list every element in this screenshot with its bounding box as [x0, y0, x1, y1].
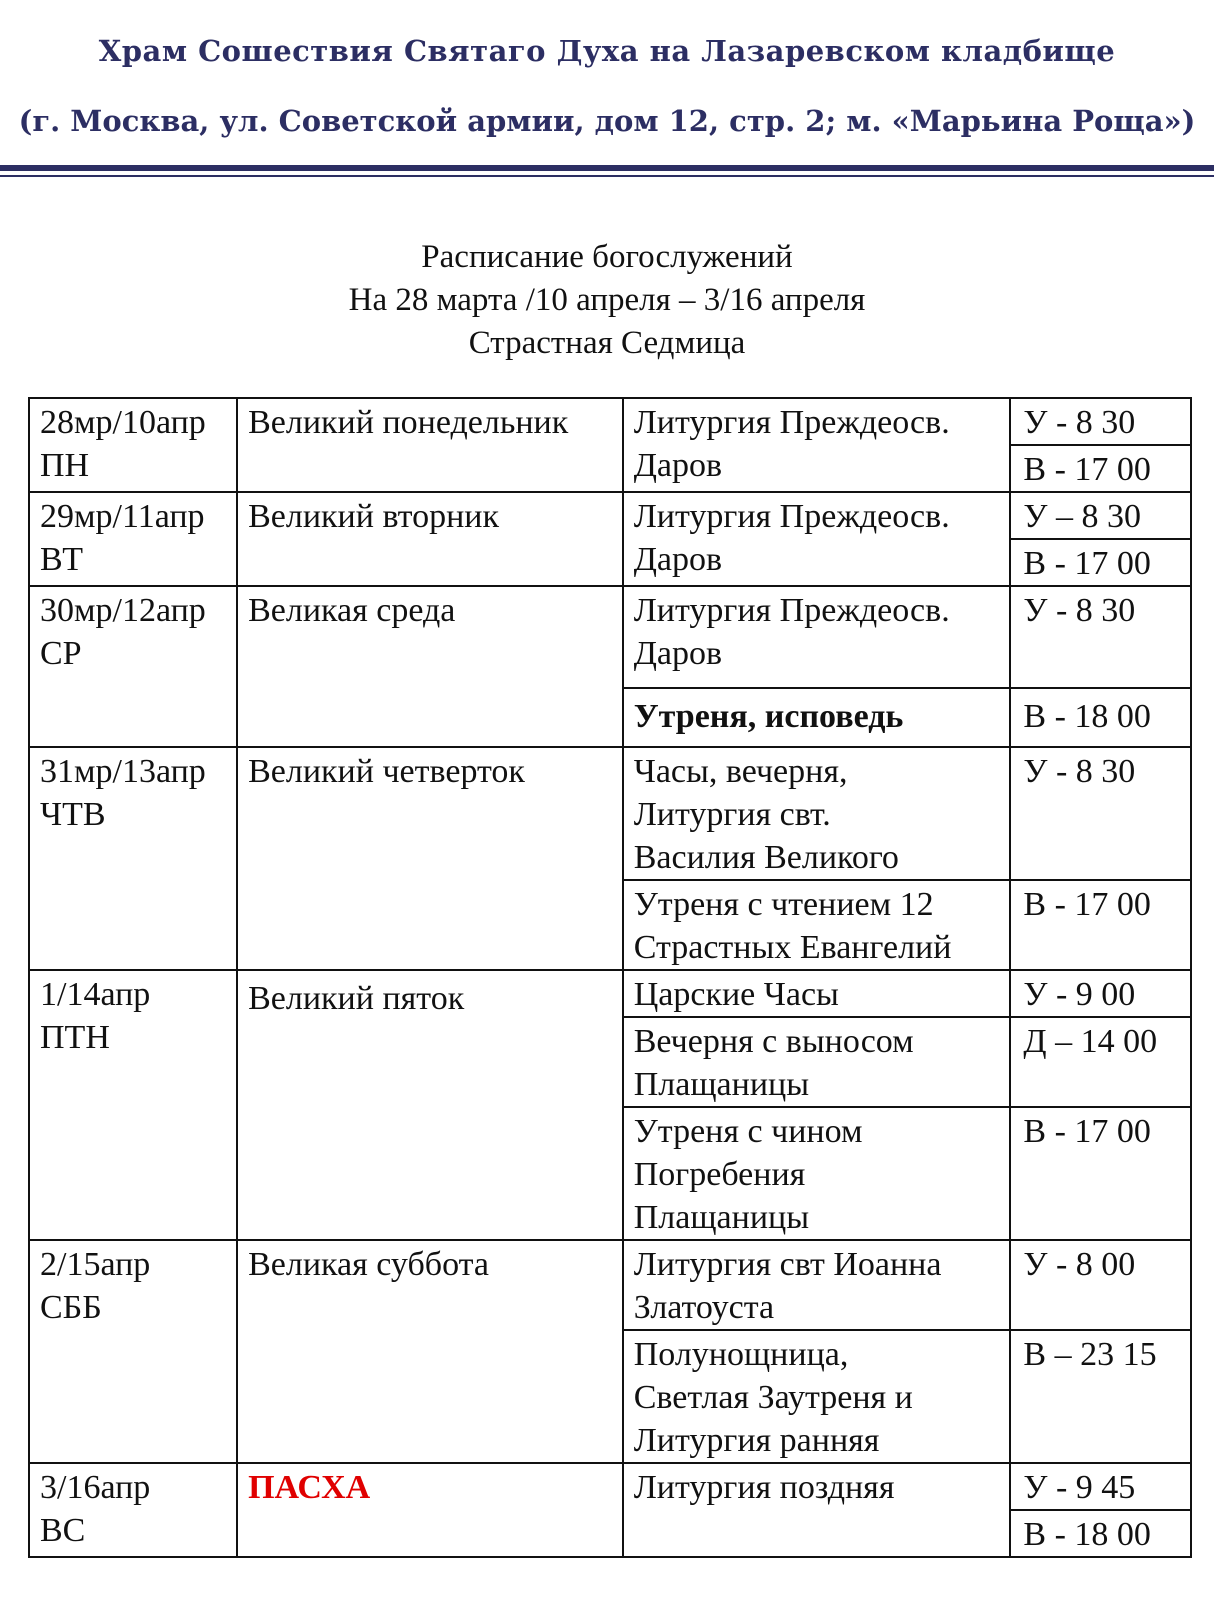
service-name-line: Даров — [633, 635, 723, 672]
service-time: У - 9 45 — [1010, 1463, 1191, 1510]
service-name-line: Вечерня с выносом — [633, 1023, 914, 1060]
header-rule-thick — [0, 165, 1214, 171]
service-name-cell — [623, 970, 1011, 1017]
service-name-line: Литургия ранняя — [633, 1422, 880, 1459]
day-date: 30мр/12апр — [40, 592, 206, 629]
schedule-title: Расписание богослужений — [421, 239, 793, 275]
day-date: 28мр/10апр — [40, 404, 206, 441]
service-name-line: Утреня с чтением 12 — [633, 886, 934, 923]
church-name: Храм Сошествия Святаго Духа на Лазаревском кладбище — [98, 34, 1116, 68]
table-row — [29, 1463, 1191, 1510]
service-name-line: Златоуста — [633, 1289, 775, 1326]
table-row — [29, 747, 1191, 880]
service-name-line: Литургия поздняя — [633, 1469, 895, 1506]
service-name-line: Литургия Преждеосв. — [633, 404, 950, 441]
service-name-line: Погребения — [633, 1156, 806, 1193]
service-name-cell — [623, 1017, 1011, 1107]
service-name-cell — [623, 880, 1011, 970]
day-date-cell — [29, 492, 237, 586]
service-name-line: Литургия свт Иоанна — [633, 1246, 942, 1283]
service-name-line: Василия Великого — [633, 839, 899, 876]
day-date: 29мр/11апр — [40, 498, 205, 535]
service-name-line: Литургия свт. — [633, 796, 831, 833]
service-name-line: Утреня, исповедь — [633, 698, 904, 735]
service-time: В - 18 00 — [1010, 1510, 1191, 1557]
day-weekday: ПТН — [40, 1019, 110, 1056]
day-weekday: ВТ — [40, 541, 83, 578]
schedule-table — [28, 397, 1192, 1558]
service-time: У - 8 00 — [1010, 1240, 1191, 1330]
table-row — [29, 970, 1191, 1017]
document-header — [0, 0, 1214, 190]
day-date-cell — [29, 1240, 237, 1463]
service-name-line: Царские Часы — [633, 976, 839, 1013]
service-time: В - 17 00 — [1010, 539, 1191, 586]
day-date: 3/16апр — [40, 1469, 151, 1506]
day-weekday: ВС — [40, 1512, 86, 1549]
service-name-cell — [623, 586, 1011, 688]
day-name: Великий пяток — [237, 970, 623, 1240]
service-name-cell — [623, 492, 1011, 586]
service-name-cell — [623, 1240, 1011, 1330]
service-time: В - 17 00 — [1010, 1107, 1191, 1240]
day-date-cell — [29, 1463, 237, 1557]
service-name-line: Литургия Преждеосв. — [633, 592, 950, 629]
day-date-cell — [29, 970, 237, 1240]
service-name-line: Часы, вечерня, — [633, 753, 848, 790]
service-time: У - 9 00 — [1010, 970, 1191, 1017]
service-time: У - 8 30 — [1010, 586, 1191, 688]
service-time: У - 8 30 — [1010, 747, 1191, 880]
table-row — [29, 492, 1191, 539]
day-weekday: СББ — [40, 1289, 102, 1326]
service-time: У - 8 30 — [1010, 398, 1191, 445]
service-name-line: Даров — [633, 541, 723, 578]
day-weekday: СР — [40, 635, 82, 672]
service-name-cell — [623, 398, 1011, 492]
day-date: 2/15апр — [40, 1246, 151, 1283]
table-row — [29, 1240, 1191, 1330]
service-name-line: Литургия Преждеосв. — [633, 498, 950, 535]
service-time: В – 23 15 — [1010, 1330, 1191, 1463]
service-name-cell — [623, 1330, 1011, 1463]
day-name: Великая среда — [237, 586, 623, 747]
service-name-line: Утреня с чином — [633, 1113, 863, 1150]
service-time: Д – 14 00 — [1010, 1017, 1191, 1107]
service-name-line: Плащаницы — [633, 1199, 810, 1236]
service-name-line: Светлая Заутреня и — [633, 1379, 913, 1416]
day-weekday: ЧТВ — [40, 796, 106, 833]
day-name: Великий вторник — [237, 492, 623, 586]
service-name-line: Страстных Евангелий — [633, 929, 952, 966]
schedule-week: Страстная Седмица — [468, 325, 746, 361]
header-rule-thin — [0, 175, 1214, 177]
service-name-line: Плащаницы — [633, 1066, 810, 1103]
day-name: Великий четверток — [237, 747, 623, 970]
service-time: В - 18 00 — [1010, 688, 1191, 747]
day-weekday: ПН — [40, 447, 90, 484]
day-date: 1/14апр — [40, 976, 151, 1013]
service-name-cell — [623, 688, 1011, 747]
table-row — [29, 398, 1191, 445]
schedule-period: На 28 марта /10 апреля – 3/16 апреля — [348, 282, 866, 318]
service-name-cell — [623, 1463, 1011, 1557]
service-time: У – 8 30 — [1010, 492, 1191, 539]
table-row — [29, 586, 1191, 688]
service-time: В - 17 00 — [1010, 445, 1191, 492]
day-date-cell — [29, 586, 237, 747]
service-name-cell — [623, 1107, 1011, 1240]
day-name: Великая суббота — [237, 1240, 623, 1463]
service-name-cell — [623, 747, 1011, 880]
day-name-pascha: ПАСХА — [237, 1463, 623, 1557]
church-address: (г. Москва, ул. Советской армии, дом 12, стр. 2; м. «Марьина Роща») — [18, 104, 1196, 138]
service-name-line: Полунощница, — [633, 1336, 849, 1373]
day-date: 31мр/13апр — [40, 753, 206, 790]
day-date-cell — [29, 398, 237, 492]
day-date-cell — [29, 747, 237, 970]
service-name-line: Даров — [633, 447, 723, 484]
service-time: В - 17 00 — [1010, 880, 1191, 970]
day-name: Великий понедельник — [237, 398, 623, 492]
